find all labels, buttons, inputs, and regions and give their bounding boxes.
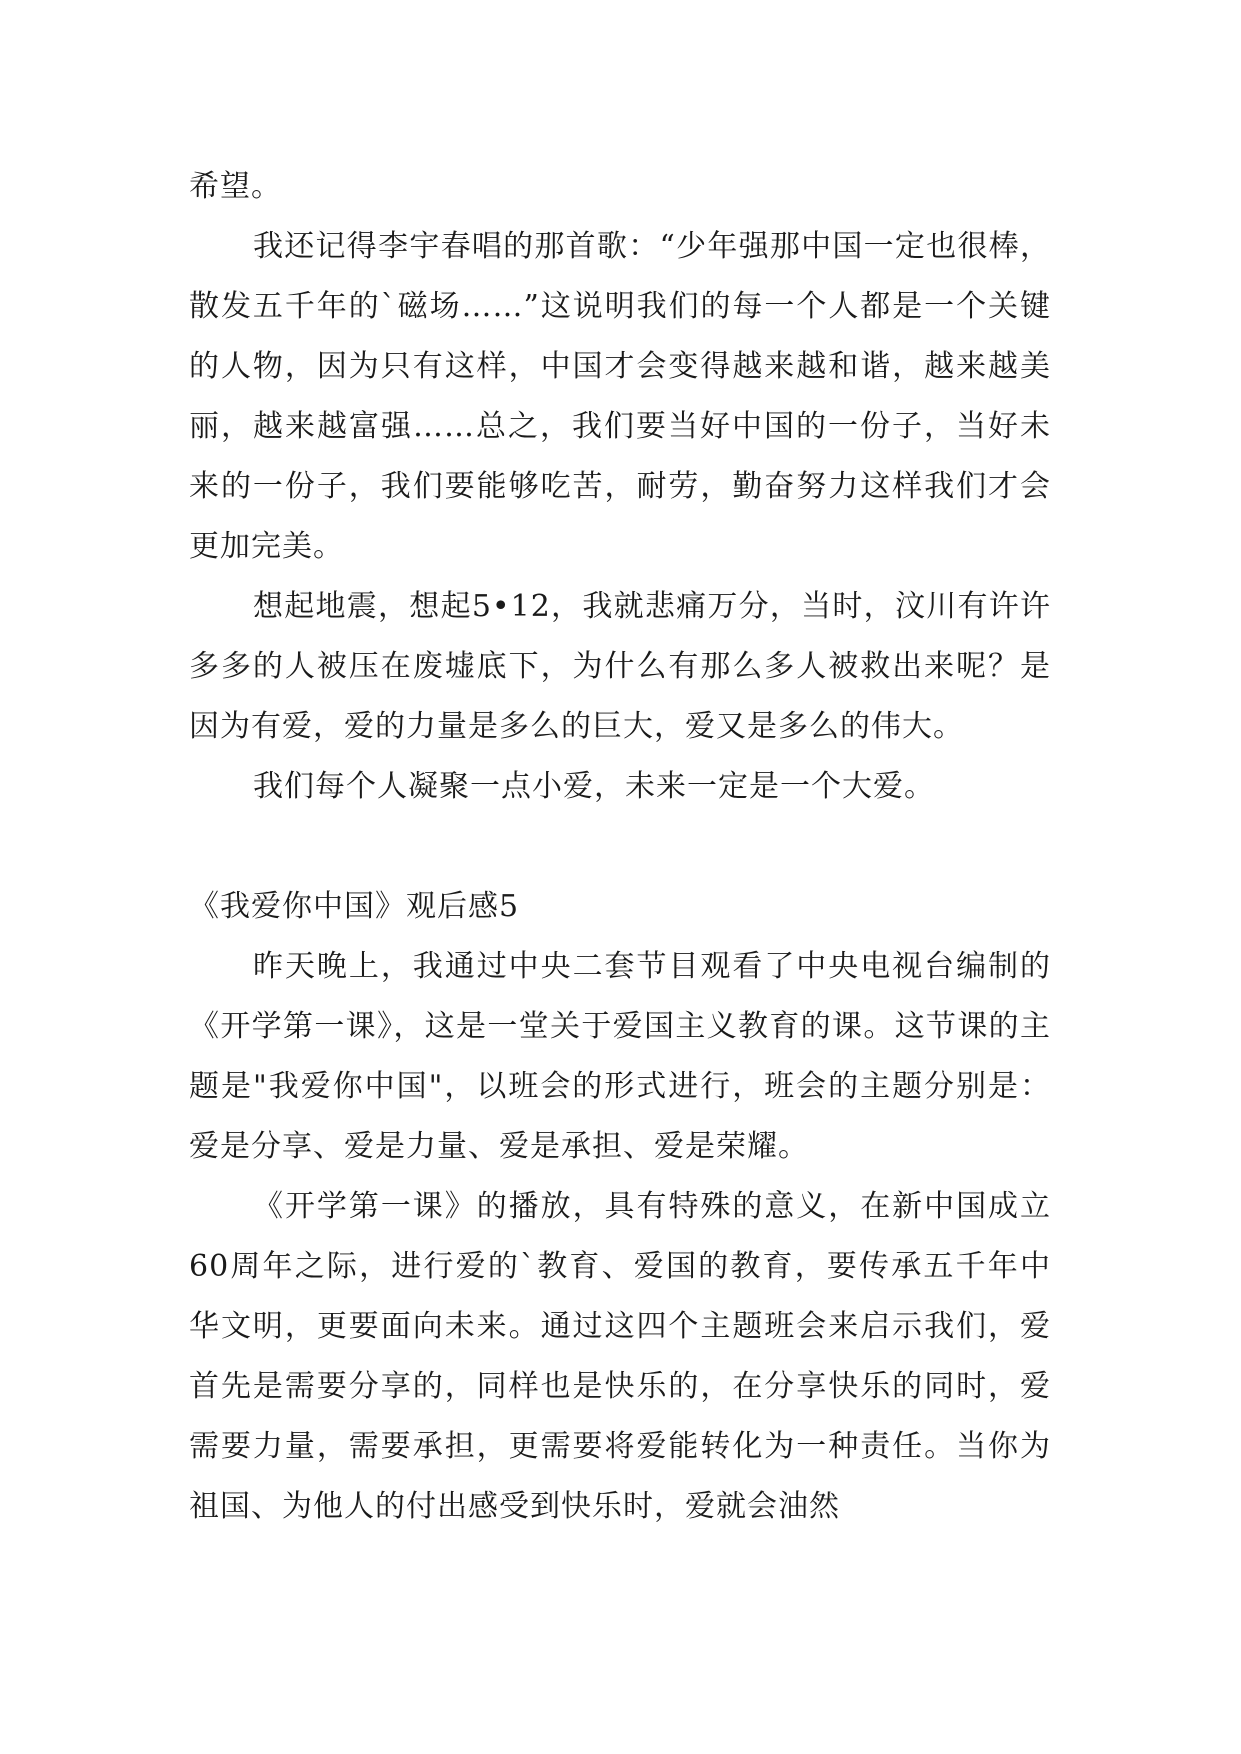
paragraph-earthquake: 想起地震，想起5•12，我就悲痛万分，当时，汶川有许许多多的人被压在废墟底下，为什么有那么多人被救出来呢？是因为有爱，爱的力量是多么的巨大，爱又是多么的伟大。 bbox=[189, 589, 1051, 744]
paragraph-intro: 昨天晚上，我通过中央二套节目观看了中央电视台编制的《开学第一课》，这是一堂关于爱国主义教育的课。这节课的主题是"我爱你中国"，以班会的形式进行，班会的主题分别是：爱是分享、爱是力量、爱是承担、爱是荣耀。 bbox=[189, 949, 1051, 1164]
paragraph-continuation: 希望。 bbox=[189, 169, 282, 204]
paragraph-song-reflection: 我还记得李宇春唱的那首歌：“少年强那中国一定也很棒，散发五千年的`磁场……”这说明我们的每一个人都是一个关键的人物，因为只有这样，中国才会变得越来越和谐，越来越美丽，越来越富强……总之，我们要当好中国的一份子，当好未来的一份子，我们要能够吃苦，耐劳，勤奋努力这样我们才会更加完美。 bbox=[189, 229, 1051, 564]
document-body bbox=[189, 157, 1051, 1537]
section-spacer bbox=[189, 817, 1051, 877]
paragraph-conclusion: 我们每个人凝聚一点小爱，未来一定是一个大爱。 bbox=[253, 769, 935, 804]
section-title: 《我爱你中国》观后感5 bbox=[189, 889, 520, 924]
paragraph-significance: 《开学第一课》的播放，具有特殊的意义，在新中国成立60周年之际，进行爱的`教育、爱国的教育，要传承五千年中华文明，更要面向未来。通过这四个主题班会来启示我们，爱首先是需要分享的，同样也是快乐的，在分享快乐的同时，爱需要力量，需要承担，更需要将爱能转化为一种责任。当你为祖国、为他人的付出感受到快乐时，爱就会油然 bbox=[189, 1189, 1051, 1524]
